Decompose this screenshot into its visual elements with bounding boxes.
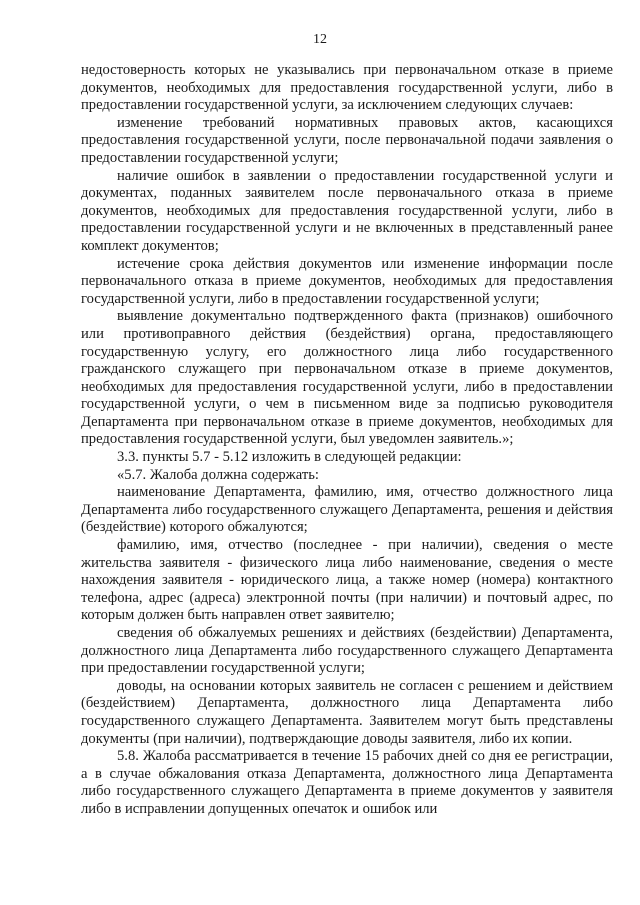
paragraph-complaint-decisions: сведения об обжалуемых решениях и действиях (бездействии) Департамента, должностного лица Департамента либо государственного служащего Департамента при предоставлении государственной услуги; xyxy=(81,625,613,677)
paragraph-5-8: 5.8. Жалоба рассматривается в течение 15 рабочих дней со дня ее регистрации, а в случае обжалования отказа Департамента, должностного лица Департамента либо государственного служащего Департамента в приеме документов у заявителя либо в исправлении допущенных опечаток и ошибок или xyxy=(81,748,613,817)
document-body xyxy=(81,62,613,819)
paragraph-exception-legal-change: изменение требований нормативных правовых актов, касающихся предоставления государственной услуги, после первоначальной подачи заявления о предоставлении государственной услуги; xyxy=(81,114,613,166)
paragraph-item-3-3: 3.3. пункты 5.7 - 5.12 изложить в следующей редакции: xyxy=(117,449,462,466)
paragraph-exception-wrongful-action: выявление документально подтвержденного факта (признаков) ошибочного или противоправного действия (бездействия) органа, предоставляющего государственную услугу, его должностного лица либо государственного гражданского служащего при первоначальном отказе в приеме документов, необходимых для предоставления государственной услуги, либо в предоставлении государственной услуги, о чем в письменном виде за подписью руководителя Департамента при первоначальном отказе в приеме документов, необходимых для предоставления государственной услуги, был уведомлен заявитель.»; xyxy=(81,308,613,448)
paragraph-complaint-applicant-info: фамилию, имя, отчество (последнее - при наличии), сведения о месте жительства заявителя - физического лица либо наименование, сведения о месте нахождения заявителя - юридического лица, а также номер (номера) контактного телефона, адрес (адреса) электронной почты (при наличии) и почтовый адрес, по которым должен быть направлен ответ заявителю; xyxy=(81,537,613,624)
paragraph-complaint-department-name: наименование Департамента, фамилию, имя, отчество должностного лица Департамента либо государственного служащего Департамента, решения и действия (бездействие) которого обжалуются; xyxy=(81,484,613,536)
page-number: 12 xyxy=(313,32,327,47)
paragraph-exception-errors: наличие ошибок в заявлении о предоставлении государственной услуги и документах, поданных заявителем после первоначального отказа в приеме документов, необходимых для предоставления государственной услуги, либо в предоставлении государственной услуги и не включенных в представленный ранее комплект документов; xyxy=(81,167,613,254)
paragraph-complaint-arguments: доводы, на основании которых заявитель не согласен с решением и действием (бездействием) Департамента, должностного лица Департамента либо государственного служащего Департамента. Заявителем могут быть представлены документы (при наличии), подтверждающие доводы заявителя, либо их копии. xyxy=(81,677,613,747)
paragraph-exception-expiry: истечение срока действия документов или изменение информации после первоначального отказа в приеме документов, необходимых для предоставления государственной услуги, либо в предоставлении государственной услуги; xyxy=(81,255,613,307)
paragraph-5-7-heading: «5.7. Жалоба должна содержать: xyxy=(117,466,319,483)
paragraph-continuation: недостоверность которых не указывались при первоначальном отказе в приеме документов, необходимых для предоставления государственной услуги, либо в предоставлении государственной услуги, за исключением следующих случаев: xyxy=(81,62,613,114)
